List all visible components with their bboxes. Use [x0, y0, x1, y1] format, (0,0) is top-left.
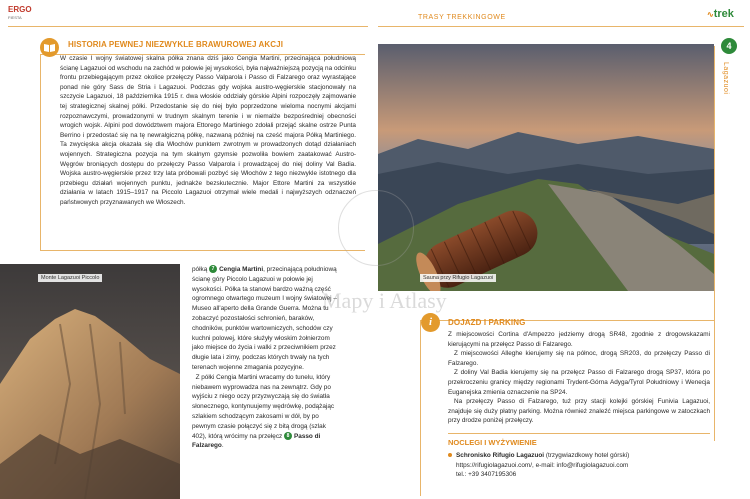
side-rule: [714, 46, 715, 441]
lodging-name-line: [448, 451, 710, 461]
section-header: TRASY TREKKINGOWE: [418, 14, 506, 21]
bullet-icon: [448, 453, 452, 457]
history-box-side: [40, 54, 41, 250]
watermark-text: Mapy i Atlasy: [322, 288, 447, 313]
sauna-photo: [378, 44, 714, 291]
route-end: .: [221, 442, 224, 450]
parking-p2: Z miejscowości Alleghe kierujemy się na północ, drogą SR203, do przełęczy Passo di Falzarego.: [448, 350, 710, 367]
cengia-martini-label: Cengia Martini: [219, 266, 264, 273]
history-title: HISTORIA PEWNEJ NIEZWYKLE BRAWUROWEJ AKCJI: [68, 40, 284, 49]
waypoint-marker: 7: [209, 265, 217, 273]
route-text: [192, 265, 342, 451]
lodging-rule: [448, 433, 710, 434]
mountain-caption: Monte Lagazuoi Piccolo: [38, 274, 102, 282]
lodging-title: NOCLEGI I WYŻYWIENIE: [448, 438, 537, 447]
parking-text: [448, 330, 710, 426]
parking-p3: Z doliny Val Badia kierujemy się na przełęcz Passo di Falzarego drogą SP37, która po przekroczeniu granicy między regionami Trydent-Górna Adyga/Tyrol Południowy i Wenecja Euganejska zmienia oznaczenie na SP24.: [448, 369, 710, 396]
mountain-photo: [0, 264, 180, 499]
side-label: Lagazuoi: [722, 62, 729, 95]
lodging-note: (trzygwiazdkowy hotel górski): [544, 452, 630, 459]
info-icon: i: [421, 313, 440, 332]
route-lead: półką: [192, 266, 210, 273]
header-rule-left: [8, 26, 368, 27]
route-paragraph-1: , przecinającą południową ścianę góry Piccolo Lagazuoi w połowie jej wysokości. Półka ta stanowi bardzo ważną część ogromnego otwartego muzeum I wojny światowej – Museo all'aperto della Grande Guerra. Można tu zobaczyć pozostałości schronień, baraków, chodników, punktów wartowniczych, schodów czy kuchni polowej, które służyły włoskim żołnierzom jako miejsce do życia i walki z przeciwnikiem przez długie lata i zimy, podczas których trwały na tych terenach wojenne zmagania pozycyjne.: [192, 266, 337, 371]
sauna-caption: Sauna przy Rifugio Lagazuoi: [420, 274, 496, 282]
book-icon: [40, 38, 59, 57]
parking-p4: Na przełęczy Passo di Falzarego, tuż przy stacji kolejki górskiej Funivia Lagazuoi, znajduje się duży płatny parking. Można również znaleźć miejsca parkingowe w zatoczkach przy drodze poniżej przełęczy.: [448, 398, 710, 425]
brand-logo: ERGO FIESTA: [8, 5, 32, 20]
trek-logo: ∿trek: [707, 8, 734, 20]
info-box-side: [420, 320, 421, 496]
passo-falzarego-label: Passo di Falzarego: [192, 432, 321, 450]
lodging-name: Schronisko Rifugio Lagazuoi: [456, 452, 545, 459]
header-rule-right: [378, 26, 744, 27]
page-number: 4: [721, 38, 737, 54]
lodging-web[interactable]: https://rifugiolagazuoi.com/, e-mail: info@rifugiolagazuoi.com: [456, 461, 629, 469]
watermark-globe: [338, 190, 414, 266]
parking-title: DOJAZD I PARKING: [448, 318, 526, 327]
history-text: W czasie I wojny światowej skalna półka znana dziś jako Cengia Martini, przecinająca południową ścianę Lagazuoi od wschodu na zachód w połowie jej wysokości, była najważniejszą pozycją na odcinku frontu przebiegającym przez okolice przełęczy Passo Valparola i Passo di Falzarego oraz wyrastające ponad nie góry Sass de Stria i Lagazuoi. Podczas gdy wojska austro-węgierskie stacjonowały na szczycie Lagazuoi, 18 października 1915 r. dwa włoskie oddziały górskie Alpini rozpoczęły zajmowanie tej strategicznej skalnej półki. Przedostanie się do niej było poprzedzone wieloma nocnymi akcjami rozpoznawczymi, prowadzonymi w trudnym skalnym terenie i w niemalże bezpośredniej obecności wrogich wojsk. Alpini pod dowództwem majora Ettorego Martiniego zdołali przejąć skalne ostrze Punta Berrino i przedostać się na tę newralgiczną półkę, nazwaną później na cześć majora Półką Martiniego. Ta zwycięska akcja okazała się dla Włochów punktem zwrotnym w prowadzonych dotąd działaniach wojennych. Strategiczna pozycja na tym skalnym gzymsie pozwoliła bowiem zaatakować Austro-Węgrów broniących dostępu do przełęczy Passo Valparola i prowadzącej do niej doliny Val Badia. Wojska austro-węgierskie przez trzy lata próbowali pozbyć się Włochów z tego niezwykle istotnego dla przebiegu działań wojennych punktu, jednakże bezskutecznie. Major Ettore Martini za wszystkie działania w latach 1915–1917 na Piccolo Lagazuoi otrzymał wiele medali i najwyższych odznaczeń państwowych przyznawanych we Włoszech.: [60, 55, 356, 206]
parking-p1: Z miejscowości Cortina d'Ampezzo jedziemy drogą SR48, zgodnie z drogowskazami kierującymi na przełęcz Passo di Falzarego.: [448, 331, 710, 348]
history-box-bottom: [40, 250, 365, 251]
lodging-text: [448, 451, 710, 480]
route-paragraph-2: Z półki Cengia Martini wracamy do tunelu, który niebawem wyprowadza nas na zewnątrz. Gdy po wyjściu z niego oczy przyzwyczają się do światła słonecznego, kontynuujemy wędrówkę, podążając szlakiem schodzącym zakosami w dół, by po pewnym czasie połączyć się z bitą drogą (szlak 402), którą wrócimy na przełęcz: [192, 373, 335, 440]
lodging-tel: tel.: +39 3407195306: [456, 471, 517, 479]
waypoint-marker-end: 8: [284, 432, 292, 440]
